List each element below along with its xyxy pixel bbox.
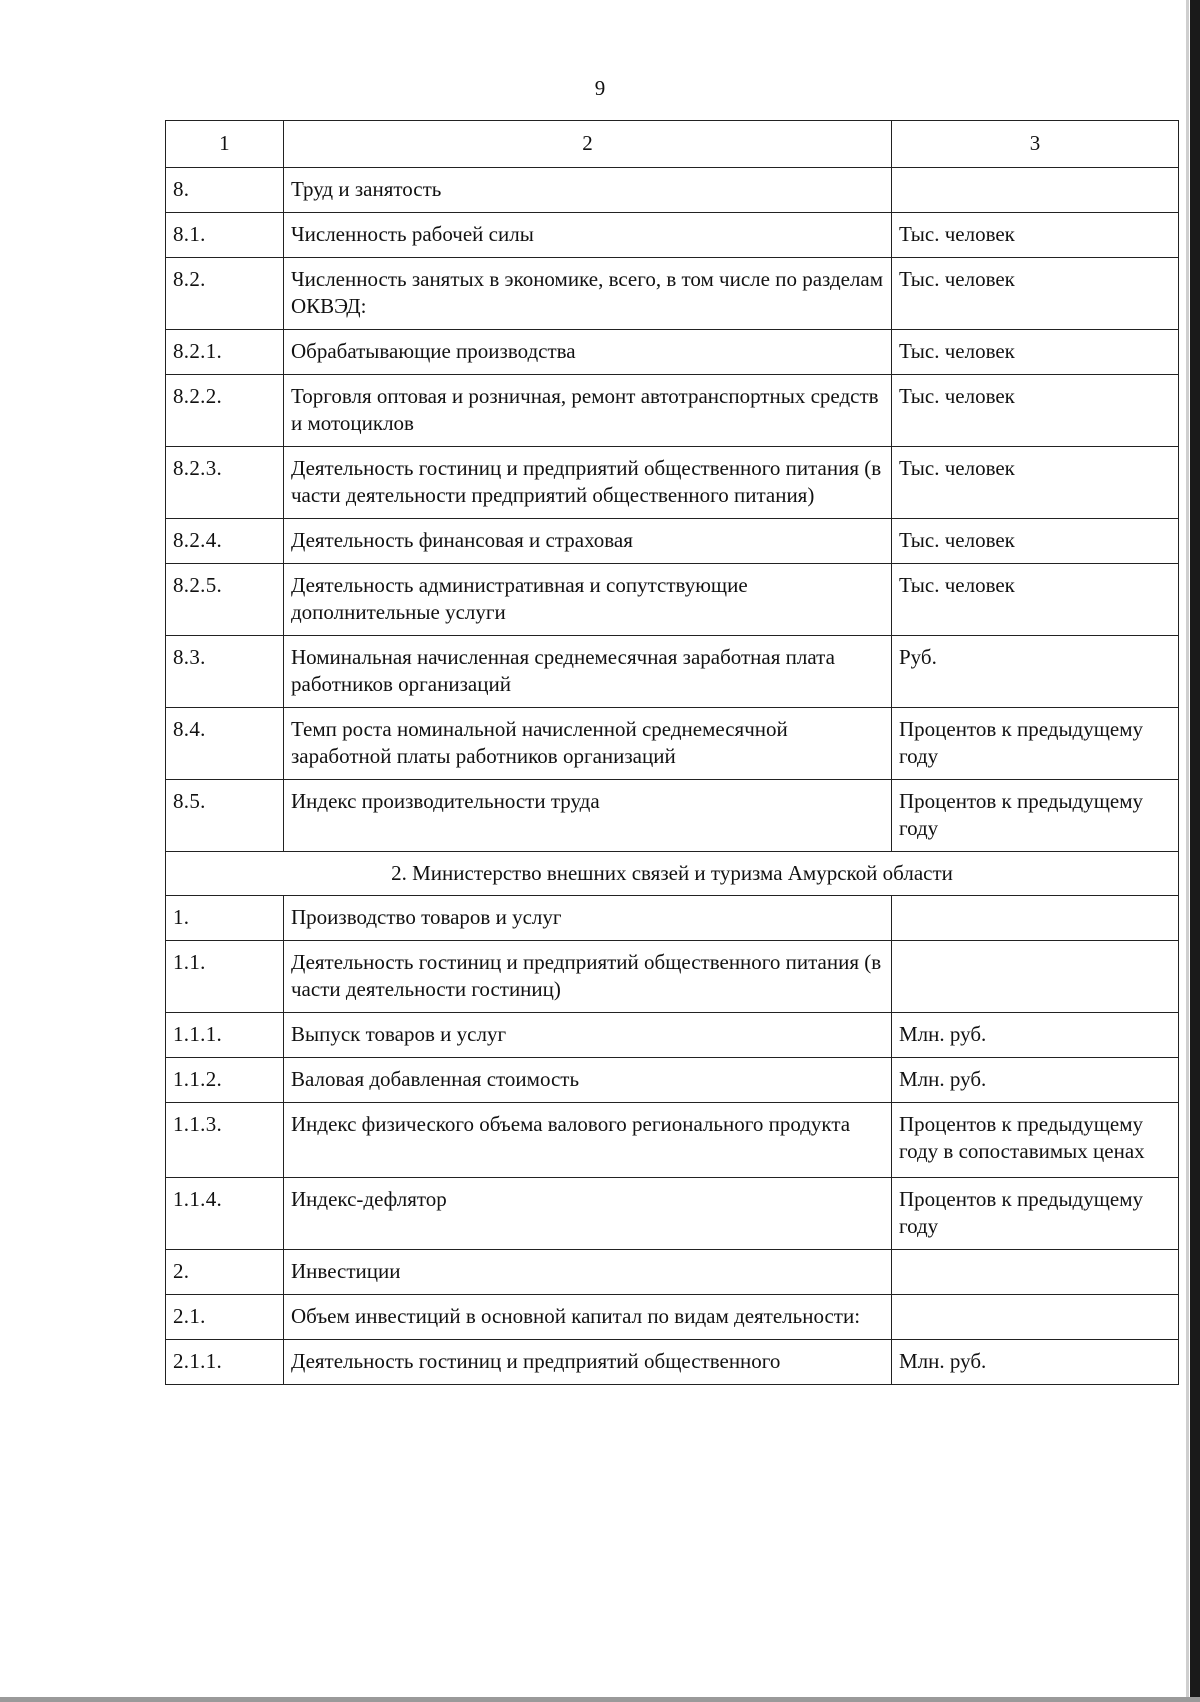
row-unit: Тыс. человек (892, 330, 1179, 375)
section-title: 2. Министерство внешних связей и туризма Амурской области (166, 852, 1179, 896)
table-row (166, 1340, 1179, 1385)
row-unit (892, 1295, 1179, 1340)
row-indicator: Индекс-дефлятор (284, 1178, 892, 1250)
row-indicator: Индекс физического объема валового регионального продукта (284, 1103, 892, 1178)
row-number: 8.4. (166, 708, 284, 780)
table-row (166, 519, 1179, 564)
row-indicator: Труд и занятость (284, 168, 892, 213)
row-indicator: Номинальная начисленная среднемесячная заработная плата работников организаций (284, 636, 892, 708)
table-row (166, 168, 1179, 213)
scan-edge-bottom (0, 1697, 1200, 1702)
row-unit: Тыс. человек (892, 519, 1179, 564)
table-row (166, 941, 1179, 1013)
row-number: 8.2.3. (166, 447, 284, 519)
row-indicator: Производство товаров и услуг (284, 896, 892, 941)
row-unit (892, 896, 1179, 941)
row-indicator: Индекс производительности труда (284, 780, 892, 852)
row-unit: Процентов к предыдущему году (892, 1178, 1179, 1250)
row-indicator: Валовая добавленная стоимость (284, 1058, 892, 1103)
section-header-row (166, 852, 1179, 896)
row-number: 2. (166, 1250, 284, 1295)
table-row (166, 1013, 1179, 1058)
table-row (166, 1250, 1179, 1295)
row-unit (892, 1250, 1179, 1295)
row-unit: Млн. руб. (892, 1340, 1179, 1385)
row-number: 1.1.1. (166, 1013, 284, 1058)
row-number: 1. (166, 896, 284, 941)
table-row (166, 1295, 1179, 1340)
row-unit (892, 941, 1179, 1013)
row-number: 8.2.4. (166, 519, 284, 564)
table-row (166, 213, 1179, 258)
header-col-2: 2 (284, 121, 892, 168)
row-number: 1.1.2. (166, 1058, 284, 1103)
table-row (166, 447, 1179, 519)
table-row (166, 636, 1179, 708)
row-indicator: Темп роста номинальной начисленной среднемесячной заработной платы работников организаций (284, 708, 892, 780)
row-number: 1.1.3. (166, 1103, 284, 1178)
row-unit: Млн. руб. (892, 1013, 1179, 1058)
row-unit: Тыс. человек (892, 447, 1179, 519)
row-indicator: Торговля оптовая и розничная, ремонт автотранспортных средств и мотоциклов (284, 375, 892, 447)
row-unit: Процентов к предыдущему году (892, 780, 1179, 852)
table-row (166, 896, 1179, 941)
row-indicator: Численность занятых в экономике, всего, в том числе по разделам ОКВЭД: (284, 258, 892, 330)
row-number: 8.2.5. (166, 564, 284, 636)
row-number: 2.1. (166, 1295, 284, 1340)
row-unit: Процентов к предыдущему году в сопоставимых ценах (892, 1103, 1179, 1178)
row-indicator: Инвестиции (284, 1250, 892, 1295)
row-unit: Тыс. человек (892, 213, 1179, 258)
row-indicator: Деятельность гостиниц и предприятий общественного питания (в части деятельности предприятий общественного питания) (284, 447, 892, 519)
row-indicator: Численность рабочей силы (284, 213, 892, 258)
table-row (166, 564, 1179, 636)
table-row (166, 1178, 1179, 1250)
header-col-3: 3 (892, 121, 1179, 168)
row-indicator: Деятельность финансовая и страховая (284, 519, 892, 564)
table-row (166, 375, 1179, 447)
row-unit (892, 168, 1179, 213)
header-col-1: 1 (166, 121, 284, 168)
indicators-table (165, 120, 1179, 1385)
row-number: 2.1.1. (166, 1340, 284, 1385)
row-unit: Руб. (892, 636, 1179, 708)
page-number: 9 (594, 76, 606, 100)
row-indicator: Объем инвестиций в основной капитал по видам деятельности: (284, 1295, 892, 1340)
row-unit: Тыс. человек (892, 258, 1179, 330)
row-number: 8.2.1. (166, 330, 284, 375)
table-row (166, 1058, 1179, 1103)
row-number: 8.2. (166, 258, 284, 330)
row-number: 8. (166, 168, 284, 213)
row-number: 1.1. (166, 941, 284, 1013)
row-unit: Тыс. человек (892, 375, 1179, 447)
table-header-row (166, 121, 1179, 168)
table-row (166, 258, 1179, 330)
row-number: 8.5. (166, 780, 284, 852)
table-row (166, 780, 1179, 852)
row-indicator: Обрабатывающие производства (284, 330, 892, 375)
row-indicator: Выпуск товаров и услуг (284, 1013, 892, 1058)
scan-edge-right (1190, 0, 1200, 1702)
row-unit: Млн. руб. (892, 1058, 1179, 1103)
table-row (166, 330, 1179, 375)
row-unit: Процентов к предыдущему году (892, 708, 1179, 780)
row-indicator: Деятельность административная и сопутствующие дополнительные услуги (284, 564, 892, 636)
table-row (166, 1103, 1179, 1178)
row-number: 8.2.2. (166, 375, 284, 447)
table-row (166, 708, 1179, 780)
row-unit: Тыс. человек (892, 564, 1179, 636)
row-indicator: Деятельность гостиниц и предприятий общественного питания (в части деятельности гостиниц) (284, 941, 892, 1013)
row-number: 8.1. (166, 213, 284, 258)
row-number: 8.3. (166, 636, 284, 708)
row-indicator: Деятельность гостиниц и предприятий общественного (284, 1340, 892, 1385)
row-number: 1.1.4. (166, 1178, 284, 1250)
